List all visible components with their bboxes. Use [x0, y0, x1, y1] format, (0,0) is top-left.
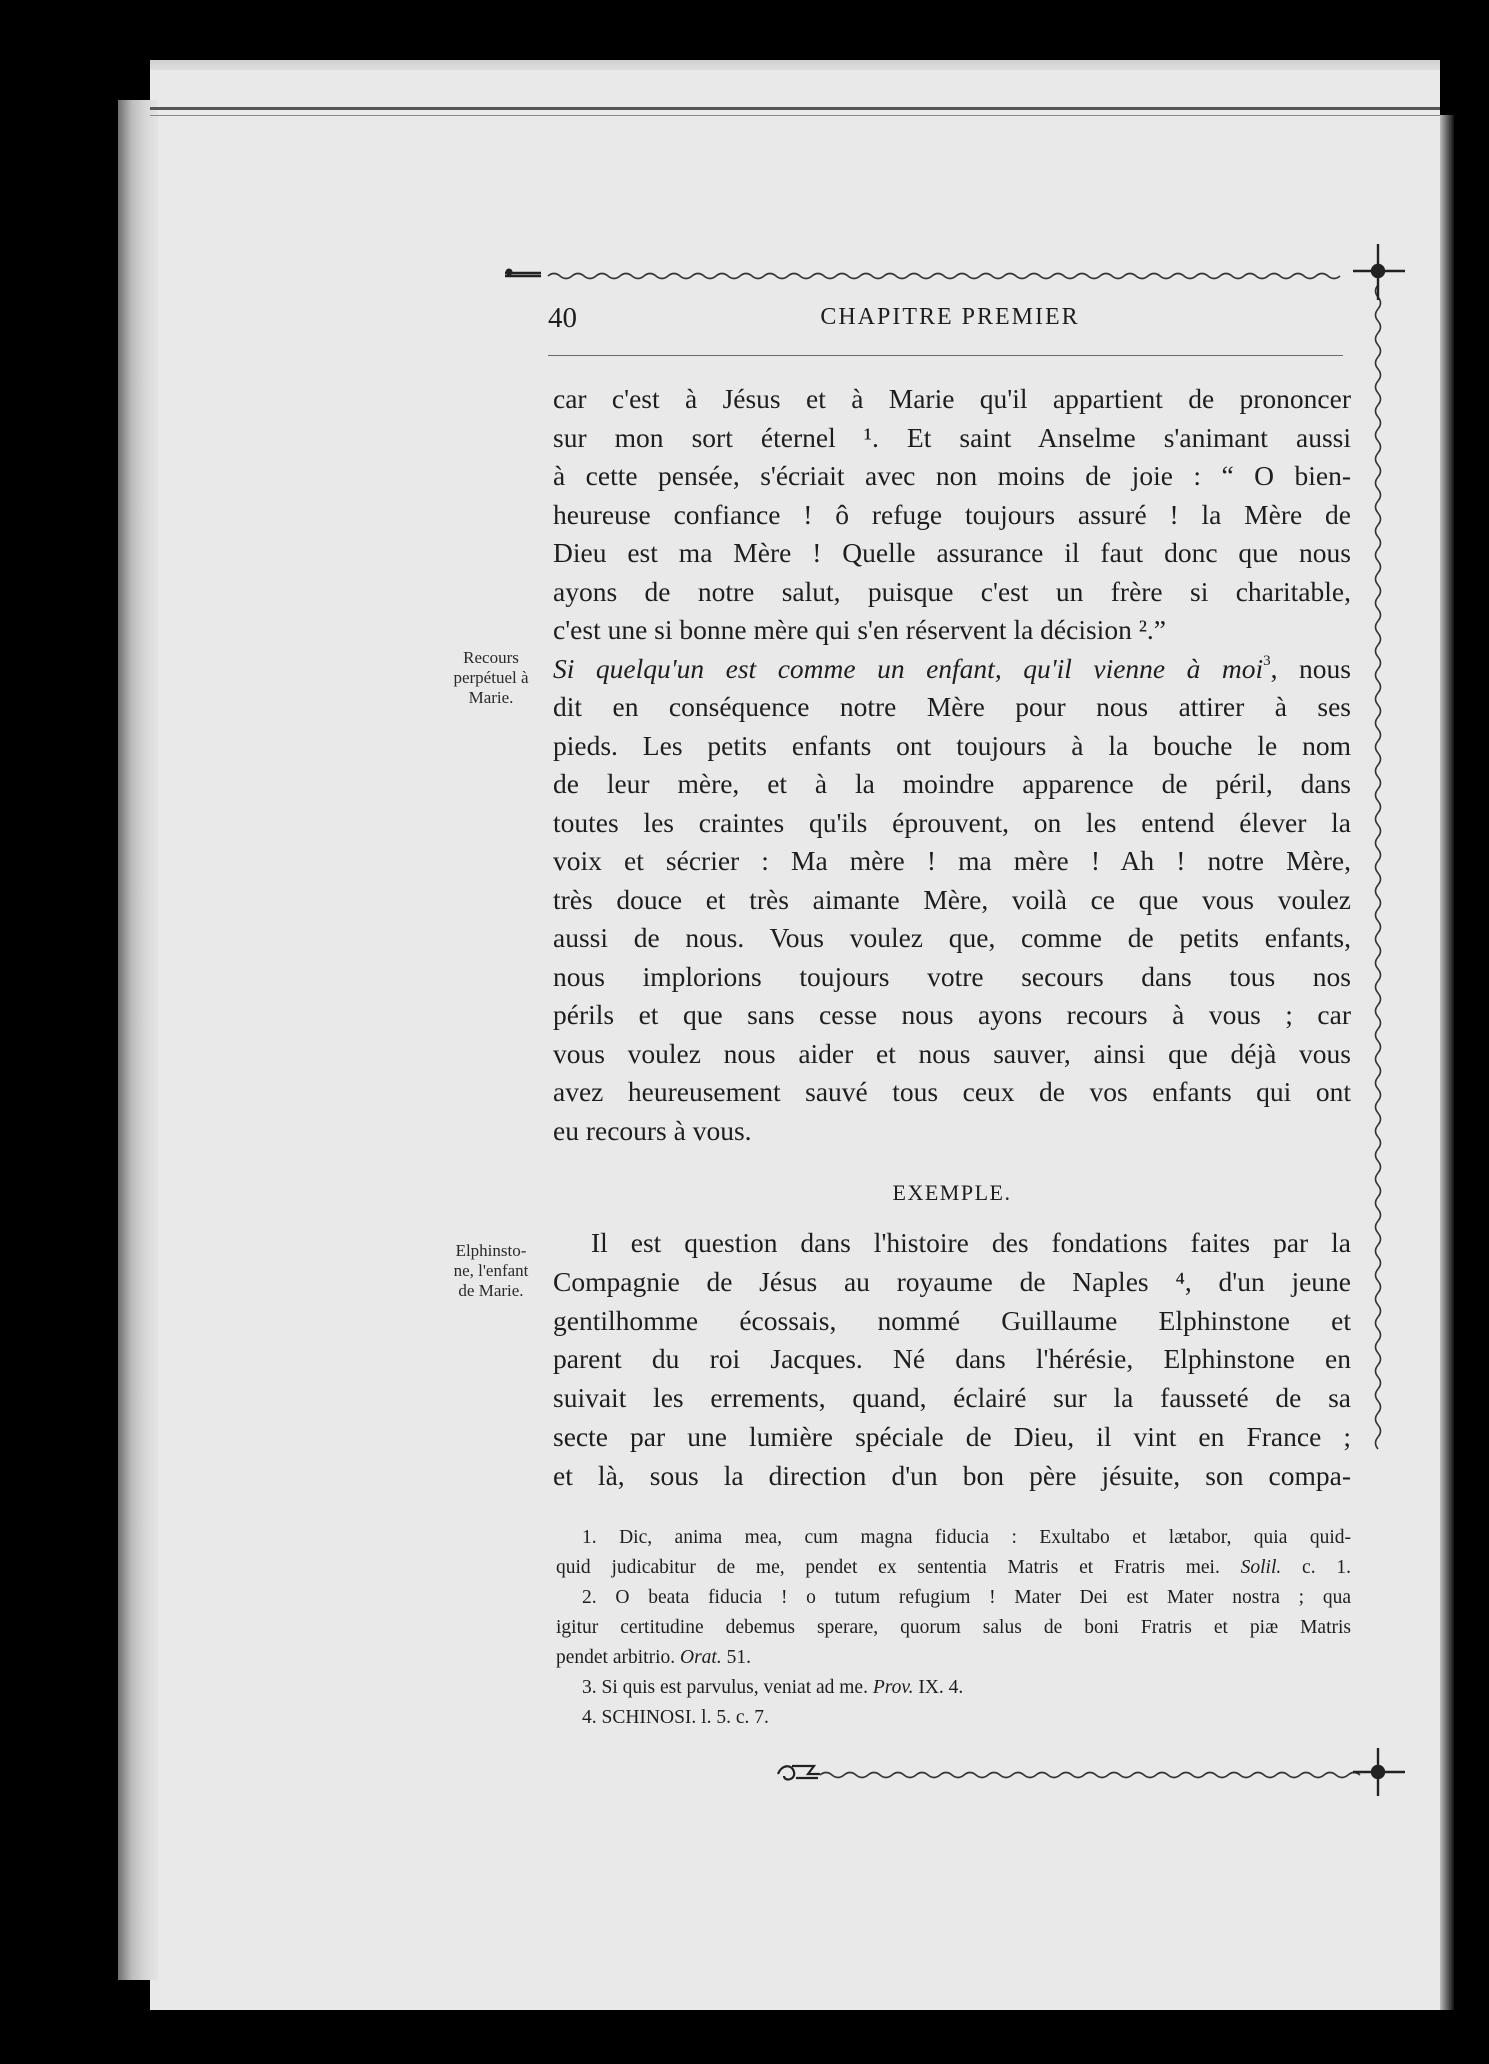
page-stack-edge [118, 100, 158, 1980]
text-line: et là, sous la direction d'un bon père jésuite, son compa- [553, 1459, 1351, 1491]
footnote-2-line [556, 1643, 1351, 1673]
text-line: suivait les errements, quand, éclairé sur la fausseté de sa [553, 1382, 1351, 1414]
margin-note-line: de Marie. [458, 1281, 524, 1300]
text-line: périls et que sans cesse nous ayons recours à vous ; car [553, 999, 1351, 1030]
margin-note-line: perpétuel à [453, 668, 529, 687]
text-line: nous implorions toujours votre secours dans tous nos [553, 960, 1351, 992]
text-line: toutes les craintes qu'ils éprouvent, on les entend élever la [553, 806, 1351, 838]
text-line: parent du roi Jacques. Né dans l'hérésie, Elphinstone en [553, 1343, 1351, 1375]
text-line: heureuse confiance ! ô refuge toujours assuré ! la Mère de [553, 498, 1351, 530]
text-line: eu recours à vous. [553, 1114, 752, 1146]
text-line: très douce et très aimante Mère, voilà ce que vous voulez [553, 883, 1351, 915]
text-line: sur mon sort éternel ¹. Et saint Anselme s'animant aussi [553, 421, 1351, 453]
text-line: vous voulez nous aider et nous sauver, ainsi que déjà vous [553, 1037, 1351, 1069]
section-title: EXEMPLE. [892, 1180, 1012, 1205]
text-line: dit en conséquence notre Mère pour nous attirer à ses [553, 691, 1351, 722]
text-line: car c'est à Jésus et à Marie qu'il appartient de prononcer [553, 383, 1351, 414]
margin-note-recours [430, 648, 552, 708]
running-head: CHAPITRE PREMIER [820, 304, 1080, 330]
margin-note-line: Recours [463, 648, 519, 667]
page-right-shadow [1440, 115, 1454, 2010]
footnote-ref: 3 [1263, 653, 1271, 670]
footnote-1-line [556, 1553, 1351, 1583]
footnote-2-line: igitur certitudine debemus sperare, quorum salus de boni Fratris et piæ Matris [556, 1617, 1351, 1638]
footnote-text: 51. [721, 1647, 751, 1668]
text-line: à cette pensée, s'écriait avec non moins de joie : “ O bien- [553, 460, 1351, 491]
footnote-italic: Prov. [872, 1677, 914, 1698]
text-line: ayons de notre salut, puisque c'est un frère si charitable, [553, 575, 1351, 607]
text-line: secte par une lumière spéciale de Dieu, il vint en France ; [553, 1420, 1351, 1452]
text-line: Dieu est ma Mère ! Quelle assurance il faut donc que nous [553, 537, 1351, 568]
header-rule [548, 355, 1343, 356]
text-line: Il est question dans l'histoire des fondations faites par la [591, 1227, 1351, 1258]
footnote-italic: Orat. [680, 1647, 722, 1668]
footnotes [556, 1523, 1351, 1733]
footnote-2-line: 2. O beata fiducia ! o tutum refugium ! Mater Dei est Mater nostra ; qua [582, 1587, 1351, 1608]
margin-note-line: Marie. [468, 688, 514, 707]
margin-note-elphinstone [430, 1241, 552, 1301]
footnote-text: pendet arbitrio. [556, 1647, 680, 1668]
text-line: pieds. Les petits enfants ont toujours à la bouche le nom [553, 729, 1351, 761]
footnote-1-line: 1. Dic, anima mea, cum magna fiducia : Exultabo et lætabor, quia quid- [582, 1527, 1351, 1548]
footnote-3 [556, 1673, 1351, 1703]
footnote-text: quid judicabitur de me, pendet ex sententia Matris et Fratris mei. [556, 1557, 1241, 1578]
text-line: Compagnie de Jésus au royaume de Naples ⁴, d'un jeune [553, 1265, 1351, 1297]
footnote-text: IX. 4. [913, 1677, 964, 1698]
footnote-text: 3. Si quis est parvulus, veniat ad me. [582, 1677, 873, 1698]
example-text [553, 1224, 1351, 1496]
text-line: avez heureusement sauvé tous ceux de vos enfants qui ont [553, 1076, 1351, 1107]
quote-tail: , nous [1270, 652, 1351, 684]
margin-note-line: ne, l'enfant [453, 1261, 529, 1280]
footnote-text: c. 1. [1281, 1557, 1351, 1578]
text-line: voix et sécrier : Ma mère ! ma mère ! Ah ! notre Mère, [553, 845, 1351, 876]
text-line-italic-quote [553, 650, 1351, 689]
text-line: de leur mère, et à la moindre apparence de péril, dans [553, 768, 1351, 799]
text-line: c'est une si bonne mère qui s'en réservent la décision ².” [553, 614, 1167, 645]
text-line: gentilhomme écossais, nommé Guillaume Elphinstone et [553, 1304, 1351, 1336]
page-number: 40 [548, 302, 577, 334]
body-text [553, 380, 1351, 1150]
italic-quote: Si quelqu'un est comme un enfant, qu'il vienne à moi [553, 652, 1264, 684]
margin-note-line: Elphinsto- [455, 1241, 527, 1260]
top-page-rule [150, 107, 1440, 116]
text-line: aussi de nous. Vous voulez que, comme de petits enfants, [553, 922, 1351, 953]
footnote-italic: Solil. [1240, 1557, 1282, 1578]
footnote-4: 4. SCHINOSI. l. 5. c. 7. [582, 1707, 769, 1728]
